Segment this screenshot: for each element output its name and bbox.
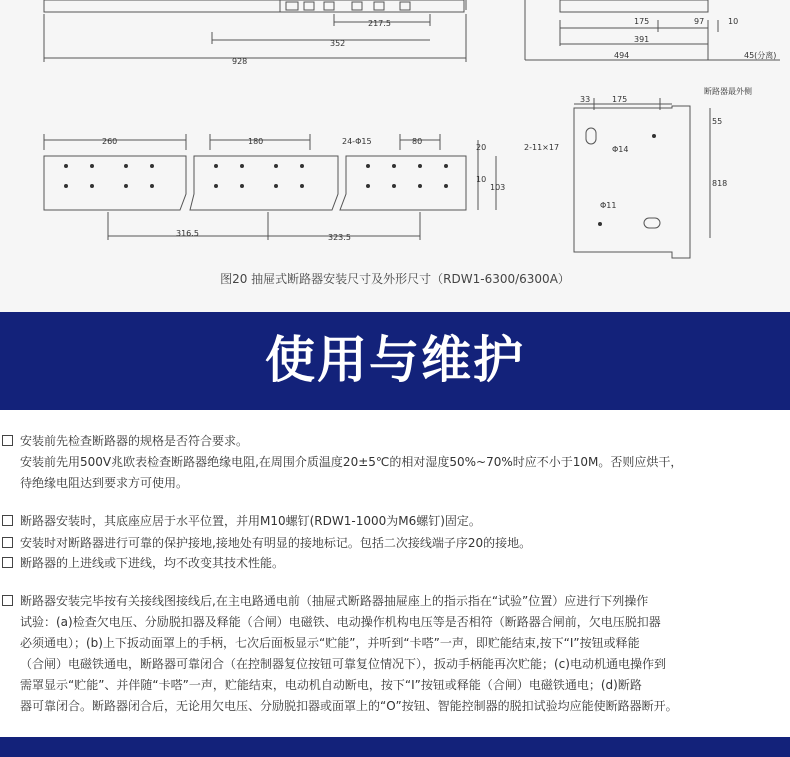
- item-text: 安装时对断路器进行可靠的保护接地,接地处有明显的接地标记。包括二次接线端子序20的接地。: [20, 536, 532, 550]
- dim-103: 103: [490, 183, 506, 192]
- item-text: 试验：(a)检查欠电压、分励脱扣器及释能（合闸）电磁铁、电动操作机构电压等是否相符（断路器合闸前，欠电压脱扣器: [20, 615, 661, 629]
- dim-10: 10: [728, 17, 739, 26]
- checkbox-icon: [2, 435, 13, 446]
- technical-drawing: [0, 0, 790, 312]
- label-breaker-outer: 断路器最外侧: [704, 87, 752, 96]
- item-text: 安装前先检查断路器的规格是否符合要求。: [20, 434, 249, 448]
- dim-180: 180: [248, 137, 264, 146]
- item-text: 必须通电）；(b)上下扳动面罩上的手柄，七次后面板显示“贮能”，并听到“卡嗒”一声，即贮能结束,按下“I”按钮或释能: [20, 636, 640, 650]
- dim-391: 391: [634, 35, 650, 44]
- dim-phi11: Φ11: [600, 201, 617, 210]
- item-text: 断路器安装时，其底座应居于水平位置，并用M10螺钉(RDW1-1000为M6螺钉)固定。: [20, 514, 481, 528]
- item-text: 器可靠闭合。断路器闭合后，无论用欠电压、分励脱扣器或面罩上的“O”按钮、智能控制器的脱扣试验均应能使断路器断开。: [20, 699, 678, 713]
- checkbox-icon: [2, 515, 13, 526]
- dim-phi14: Φ14: [612, 145, 629, 154]
- item-text: 断路器安装完毕按有关接线图接线后,在主电路通电前（抽屉式断路器抽屉座上的指示指在“试验”位置）应进行下列操作: [20, 594, 649, 608]
- dim-175-side: 175: [612, 95, 628, 104]
- dimension-drawing-svg: [0, 0, 790, 312]
- busbar-holes: [64, 134, 656, 226]
- section-banner: [0, 312, 790, 410]
- dim-352: 352: [330, 39, 346, 48]
- dim-217-5: 217.5: [368, 19, 391, 28]
- dim-45: 45(分离): [744, 51, 777, 60]
- dim-97: 97: [694, 17, 705, 26]
- dim-20: 20: [476, 143, 487, 152]
- item-text: 断路器的上进线或下进线，均不改变其技术性能。: [20, 556, 285, 570]
- checkbox-icon: [2, 537, 13, 548]
- figure-caption: 图20 抽屉式断路器安装尺寸及外形尺寸（RDW1-6300/6300A）: [220, 272, 570, 286]
- section-title: 使用与维护: [265, 331, 525, 389]
- dim-33: 33: [580, 95, 591, 104]
- dim-260: 260: [102, 137, 118, 146]
- dim-55: 55: [712, 117, 723, 126]
- checkbox-icon: [2, 595, 13, 606]
- item-text: 安装前先用500V兆欧表检查断路器绝缘电阻,在周围介质温度20±5℃的相对湿度50%~70%时应不小于10M。否则应烘干，: [20, 455, 683, 469]
- dim-928: 928: [232, 57, 248, 66]
- dim-10-mid: 10: [476, 175, 487, 184]
- footer-banner: [0, 737, 790, 757]
- dim-316-5: 316.5: [176, 229, 199, 238]
- item-text: 待绝缘电阻达到要求方可使用。: [20, 476, 189, 490]
- dim-818: 818: [712, 179, 728, 188]
- checkbox-icon: [2, 557, 13, 568]
- dim-24-phi15: 24-Φ15: [342, 137, 372, 146]
- dim-494: 494: [614, 51, 630, 60]
- dim-2-11x17: 2-11×17: [524, 143, 560, 152]
- dim-323-5: 323.5: [328, 233, 351, 242]
- item-text: 需罩显示“贮能”、并伴随“卡嗒”一声，贮能结束，电动机自动断电，按下“I”按钮或释能（合闸）电磁铁通电；(d)断路: [20, 678, 642, 692]
- dim-80: 80: [412, 137, 423, 146]
- dim-175: 175: [634, 17, 650, 26]
- item-text: （合闸）电磁铁通电，断路器可靠闭合（在控制器复位按钮可靠复位情况下），扳动手柄能再次贮能；(c)电动机通电操作到: [20, 657, 666, 671]
